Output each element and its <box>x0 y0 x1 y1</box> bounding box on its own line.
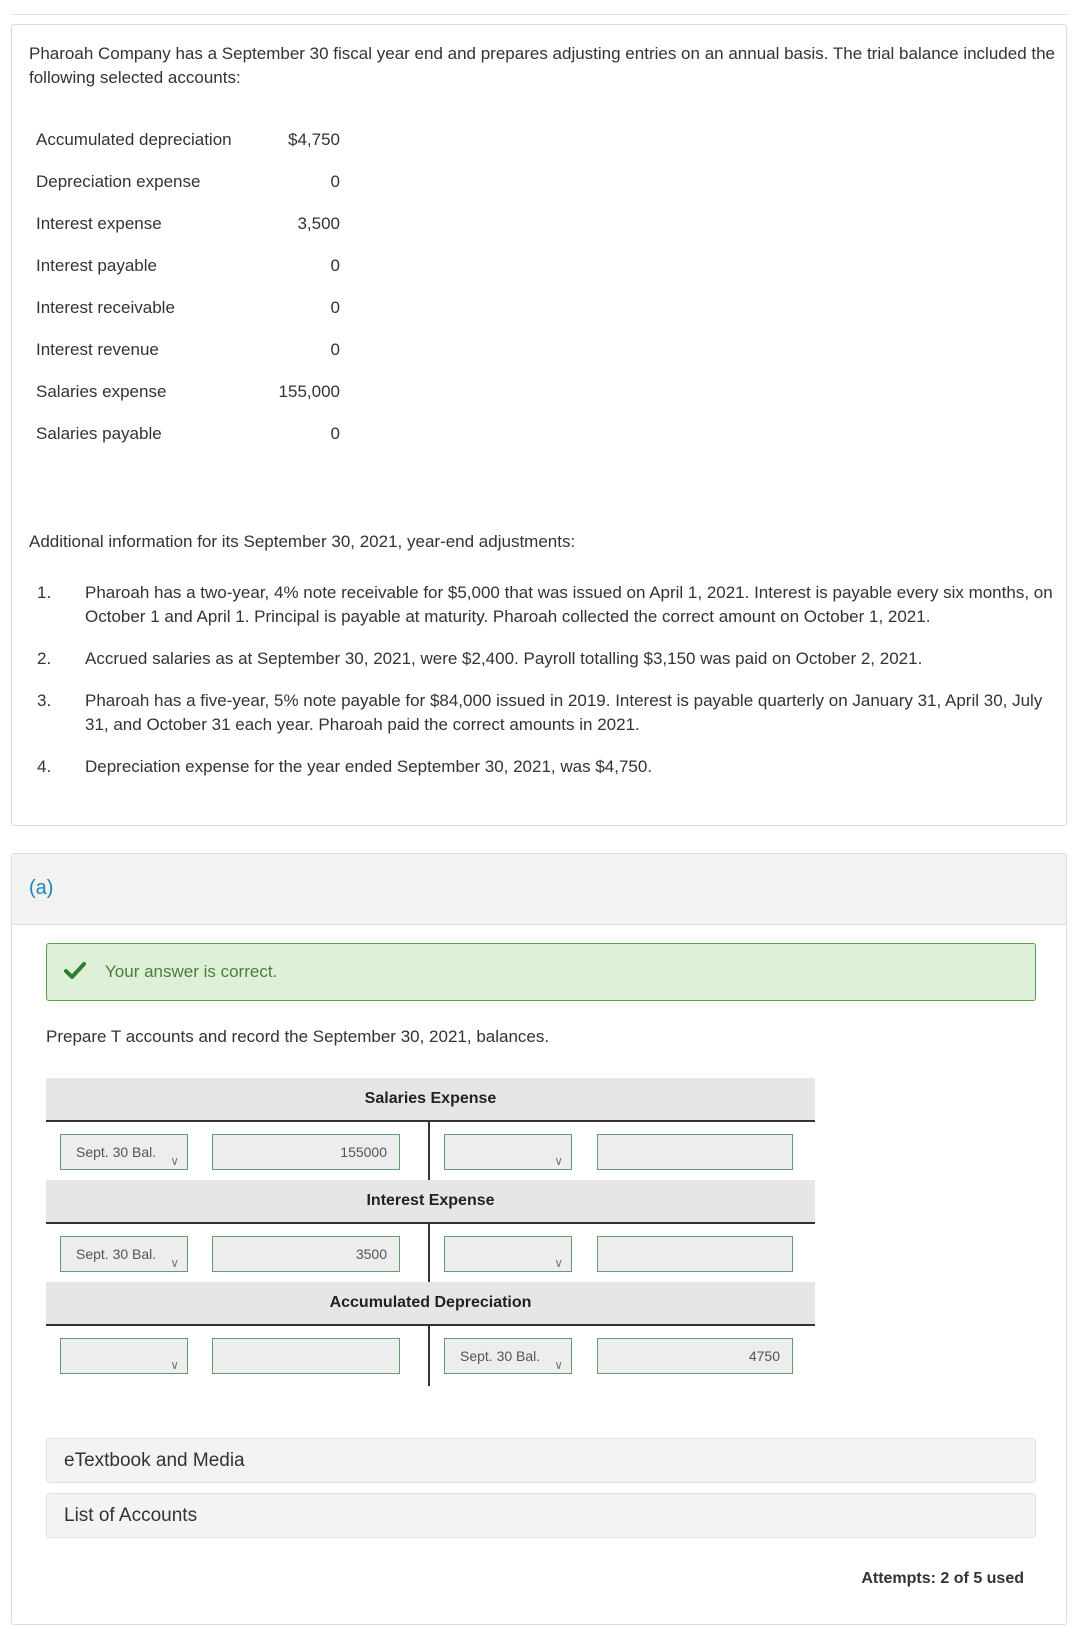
checkmark-icon <box>64 960 86 982</box>
table-row <box>36 119 340 161</box>
account-amount: 3,500 <box>297 214 340 233</box>
account-amount: 155,000 <box>278 382 340 401</box>
list-item <box>29 581 1059 629</box>
item-text: Depreciation expense for the year ended September 30, 2021, was $4,750. <box>85 757 653 776</box>
item-number: 4. <box>37 757 52 776</box>
account-amount: $4,750 <box>288 130 340 149</box>
chevron-down-icon: ∨ <box>554 1154 563 1168</box>
debit-date-select[interactable] <box>60 1236 188 1272</box>
account-name: Interest revenue <box>36 340 159 359</box>
t-account-salaries-expense <box>46 1078 815 1182</box>
part-header <box>12 854 1066 925</box>
credit-date-select[interactable] <box>444 1338 572 1374</box>
adjustments-list <box>29 581 1059 797</box>
item-text: Pharoah has a five-year, 5% note payable for $84,000 issued in 2019. Interest is payable quarterly on January 31, April 30, July 31, and October 31 each year. Pharoah paid the correct amounts in 2021. <box>85 691 1043 734</box>
chevron-down-icon: ∨ <box>170 1256 179 1270</box>
etextbook-media-button[interactable]: eTextbook and Media <box>46 1438 1036 1483</box>
account-name: Depreciation expense <box>36 172 201 191</box>
table-row <box>36 329 340 371</box>
credit-amount-input[interactable]: 4750 <box>597 1338 793 1374</box>
feedback-banner <box>46 943 1036 1001</box>
table-row <box>36 287 340 329</box>
account-name: Salaries payable <box>36 424 162 443</box>
account-name: Interest payable <box>36 256 157 275</box>
part-a-panel <box>11 853 1067 1625</box>
credit-date-select[interactable] <box>444 1236 572 1272</box>
chevron-down-icon: ∨ <box>170 1154 179 1168</box>
attempts-counter: Attempts: 2 of 5 used <box>861 1570 1024 1587</box>
part-prompt: Prepare T accounts and record the September 30, 2021, balances. <box>46 1027 550 1046</box>
t-account-divider <box>428 1224 430 1284</box>
account-name: Accumulated depreciation <box>36 130 232 149</box>
problem-panel <box>11 24 1067 826</box>
account-amount: 0 <box>330 424 340 443</box>
t-account-divider <box>428 1122 430 1182</box>
trial-balance-table <box>36 119 340 455</box>
top-divider <box>11 0 1068 15</box>
account-amount: 0 <box>330 298 340 317</box>
feedback-text: Your answer is correct. <box>105 962 278 981</box>
item-number: 1. <box>37 583 52 602</box>
list-item <box>29 647 1059 671</box>
credit-amount-input[interactable] <box>597 1236 793 1272</box>
table-row <box>36 161 340 203</box>
account-amount: 0 <box>330 256 340 275</box>
account-name: Interest expense <box>36 214 162 233</box>
debit-date-select[interactable] <box>60 1338 188 1374</box>
debit-amount-input[interactable] <box>212 1338 400 1374</box>
table-row <box>36 245 340 287</box>
chevron-down-icon: ∨ <box>170 1358 179 1372</box>
t-account-divider <box>428 1326 430 1386</box>
t-account-accumulated-depreciation <box>46 1282 815 1386</box>
account-name: Interest receivable <box>36 298 175 317</box>
t-account-body <box>46 1326 815 1386</box>
t-account-title: Accumulated Depreciation <box>46 1282 815 1326</box>
t-account-title: Salaries Expense <box>46 1078 815 1122</box>
t-account-interest-expense <box>46 1180 815 1284</box>
select-value: Sept. 30 Bal. <box>76 1246 157 1262</box>
table-row <box>36 413 340 455</box>
item-number: 2. <box>37 649 52 668</box>
account-amount: 0 <box>330 340 340 359</box>
account-name: Salaries expense <box>36 382 167 401</box>
problem-intro: Pharoah Company has a September 30 fiscal year end and prepares adjusting entries on an annual basis. The trial balance included the following selected accounts: <box>29 44 1056 87</box>
item-text: Pharoah has a two-year, 4% note receivable for $5,000 that was issued on April 1, 2021. Interest is payable every six months, on October 1 and April 1. Principal is payable at maturity. Pharoah collected the correct amount on October 1, 2021. <box>85 583 1053 626</box>
table-row <box>36 203 340 245</box>
chevron-down-icon: ∨ <box>554 1256 563 1270</box>
t-account-body <box>46 1122 815 1182</box>
select-value: Sept. 30 Bal. <box>76 1144 157 1160</box>
additional-info-heading: Additional information for its September 30, 2021, year-end adjustments: <box>29 532 576 551</box>
list-item <box>29 689 1059 737</box>
credit-date-select[interactable] <box>444 1134 572 1170</box>
item-number: 3. <box>37 691 52 710</box>
debit-amount-input[interactable]: 3500 <box>212 1236 400 1272</box>
debit-amount-input[interactable]: 155000 <box>212 1134 400 1170</box>
t-account-title: Interest Expense <box>46 1180 815 1224</box>
chevron-down-icon: ∨ <box>554 1358 563 1372</box>
item-text: Accrued salaries as at September 30, 2021, were $2,400. Payroll totalling $3,150 was paid on October 2, 2021. <box>85 649 923 668</box>
list-item <box>29 755 1059 779</box>
part-label: (a) <box>29 877 54 899</box>
account-amount: 0 <box>330 172 340 191</box>
debit-date-select[interactable] <box>60 1134 188 1170</box>
credit-amount-input[interactable] <box>597 1134 793 1170</box>
t-account-body <box>46 1224 815 1284</box>
table-row <box>36 371 340 413</box>
select-value: Sept. 30 Bal. <box>460 1348 541 1364</box>
list-of-accounts-button[interactable]: List of Accounts <box>46 1493 1036 1538</box>
